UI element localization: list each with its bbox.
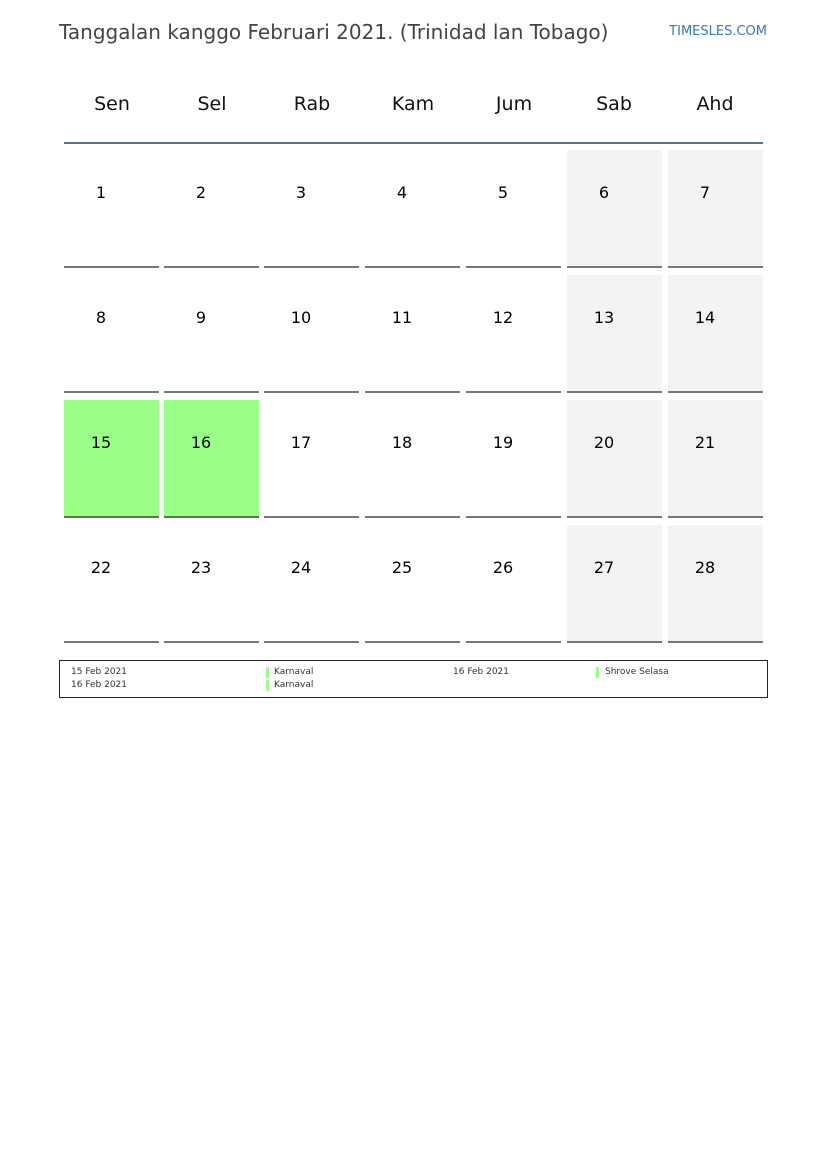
day-cell xyxy=(668,275,763,393)
day-cell xyxy=(264,525,359,643)
legend-holiday-name: Shrove Selasa xyxy=(605,667,669,677)
day-number: 19 xyxy=(492,433,514,452)
day-cell xyxy=(164,275,259,393)
day-cell xyxy=(264,275,359,393)
legend-date: 16 Feb 2021 xyxy=(453,667,510,677)
day-cell xyxy=(164,525,259,643)
day-number: 20 xyxy=(593,433,615,452)
weekday-label: Jum xyxy=(495,93,533,115)
day-number: 24 xyxy=(290,558,312,577)
day-number: 8 xyxy=(95,308,107,327)
day-number: 7 xyxy=(699,183,711,202)
weekday-label: Sab xyxy=(596,93,632,115)
day-number: 9 xyxy=(195,308,207,327)
day-number: 22 xyxy=(90,558,112,577)
day-cell xyxy=(466,275,561,393)
day-number: 17 xyxy=(290,433,312,452)
day-number: 25 xyxy=(391,558,413,577)
day-number: 1 xyxy=(95,183,107,202)
day-number: 23 xyxy=(190,558,212,577)
weekday-header xyxy=(62,88,764,120)
day-cell xyxy=(466,525,561,643)
day-number: 4 xyxy=(396,183,408,202)
day-number: 11 xyxy=(391,308,413,327)
weekday-label: Sen xyxy=(94,93,130,115)
holiday-color-marker xyxy=(596,667,599,678)
day-number: 15 xyxy=(90,433,112,452)
legend-holiday-name: Karnaval xyxy=(274,667,314,677)
day-cell xyxy=(64,400,159,518)
day-cell xyxy=(466,150,561,268)
weekday-label: Kam xyxy=(391,93,435,115)
day-number: 13 xyxy=(593,308,615,327)
day-cell xyxy=(365,275,460,393)
day-cell xyxy=(567,400,662,518)
holiday-color-marker xyxy=(266,667,269,678)
day-cell xyxy=(264,400,359,518)
holiday-color-marker xyxy=(266,680,269,691)
day-cell xyxy=(466,400,561,518)
legend-holiday-name: Karnaval xyxy=(274,680,314,690)
day-cell xyxy=(64,525,159,643)
day-cell xyxy=(668,400,763,518)
day-number: 26 xyxy=(492,558,514,577)
day-cell xyxy=(164,400,259,518)
day-number: 12 xyxy=(492,308,514,327)
day-number: 3 xyxy=(295,183,307,202)
day-cell xyxy=(365,525,460,643)
weekday-label: Rab xyxy=(293,93,331,115)
day-number: 6 xyxy=(598,183,610,202)
day-cell xyxy=(668,525,763,643)
holiday-legend xyxy=(59,660,768,698)
day-cell xyxy=(668,150,763,268)
page-title: Tanggalan kanggo Februari 2021. (Trinidad lan Tobago) xyxy=(59,20,609,44)
day-cell xyxy=(567,525,662,643)
day-number: 2 xyxy=(195,183,207,202)
day-cell xyxy=(365,150,460,268)
day-cell xyxy=(164,150,259,268)
day-number: 18 xyxy=(391,433,413,452)
day-cell xyxy=(64,150,159,268)
day-number: 14 xyxy=(694,308,716,327)
day-number: 5 xyxy=(497,183,509,202)
day-cell xyxy=(567,150,662,268)
day-cell xyxy=(365,400,460,518)
day-number: 21 xyxy=(694,433,716,452)
site-link[interactable]: TIMESLES.COM xyxy=(669,24,767,39)
weekday-label: Ahd xyxy=(696,93,734,115)
legend-date: 16 Feb 2021 xyxy=(71,680,128,690)
day-cell xyxy=(264,150,359,268)
day-number: 16 xyxy=(190,433,212,452)
day-cell xyxy=(64,275,159,393)
legend-date: 15 Feb 2021 xyxy=(71,667,128,677)
header-divider xyxy=(64,142,763,144)
day-cell xyxy=(567,275,662,393)
weekday-label: Sel xyxy=(197,93,227,115)
day-number: 28 xyxy=(694,558,716,577)
day-number: 27 xyxy=(593,558,615,577)
day-number: 10 xyxy=(290,308,312,327)
